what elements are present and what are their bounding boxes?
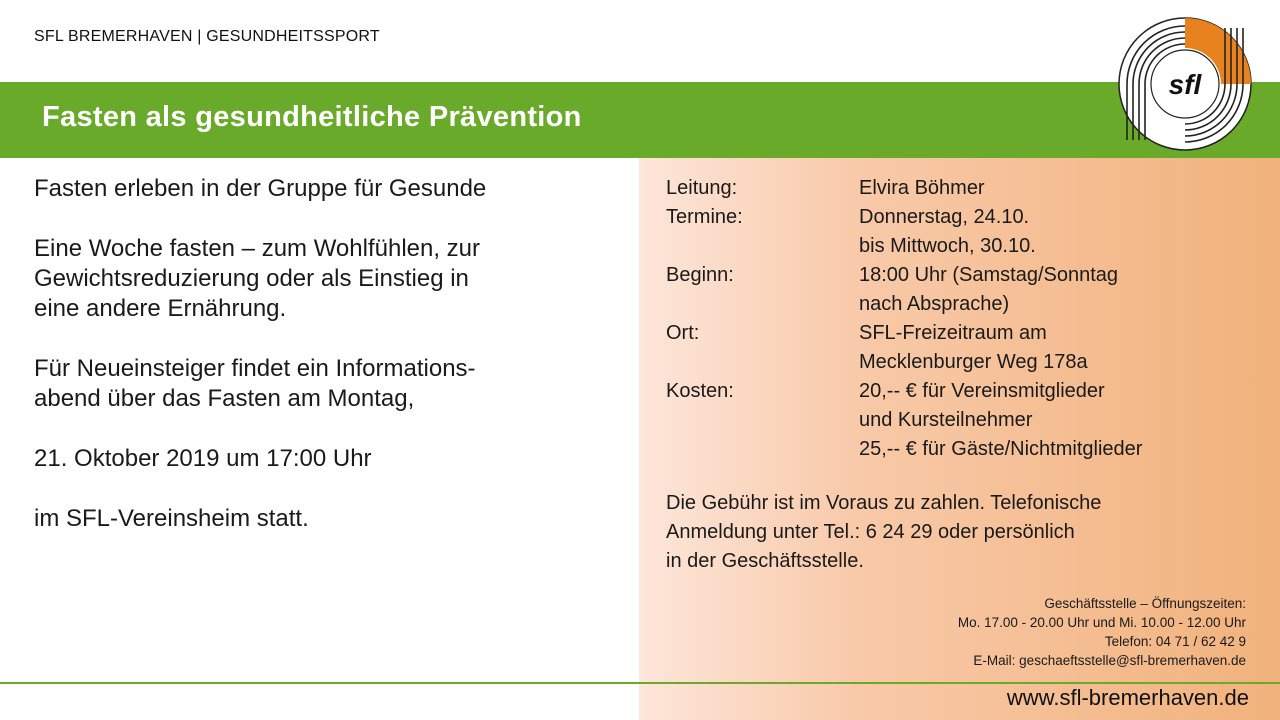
intro-paragraph: Eine Woche fasten – zum Wohlfühlen, zur Gewichtsreduzierung oder als Einstieg in eine andere Ernährung. xyxy=(34,235,481,322)
intro-paragraph: im SFL-Vereinsheim statt. xyxy=(34,505,309,532)
detail-row-termine xyxy=(666,203,1266,261)
contact-info xyxy=(958,594,1246,670)
detail-value: Donnerstag, 24.10. bis Mittwoch, 30.10. xyxy=(859,206,1036,257)
page-title: Fasten als gesundheitliche Prävention xyxy=(42,101,582,133)
detail-row-leitung xyxy=(666,174,1266,203)
org-header: SFL BREMERHAVEN | GESUNDHEITSSPORT xyxy=(34,28,380,45)
logo-text: sfl xyxy=(1168,69,1202,100)
intro-paragraph: Für Neueinsteiger findet ein Informations- abend über das Fasten am Montag, xyxy=(34,355,476,412)
detail-value: Elvira Böhmer xyxy=(859,177,985,199)
detail-value: 20,-- € für Vereinsmitglieder und Kursteilnehmer 25,-- € für Gäste/Nichtmitglieder xyxy=(859,380,1143,460)
website-link[interactable]: www.sfl-bremerhaven.de xyxy=(1006,685,1249,710)
detail-row-beginn xyxy=(666,261,1266,319)
detail-label: Termine: xyxy=(666,206,743,228)
details-panel xyxy=(639,158,1280,720)
footer-divider xyxy=(0,682,1280,684)
detail-label: Kosten: xyxy=(666,380,734,402)
intro-text xyxy=(34,174,614,564)
detail-value: SFL-Freizeitraum am Mecklenburger Weg 178a xyxy=(859,322,1088,373)
detail-label: Beginn: xyxy=(666,264,734,286)
detail-label: Ort: xyxy=(666,322,700,344)
intro-paragraph: Fasten erleben in der Gruppe für Gesunde xyxy=(34,175,487,202)
detail-row-kosten xyxy=(666,377,1266,464)
intro-date: 21. Oktober 2019 um 17:00 Uhr xyxy=(34,445,372,472)
sfl-logo xyxy=(1117,16,1253,152)
payment-notice: Die Gebühr ist im Voraus zu zahlen. Telefonische Anmeldung unter Tel.: 6 24 29 oder persönlich in der Geschäftsstelle. xyxy=(666,492,1102,572)
detail-label: Leitung: xyxy=(666,177,738,199)
contact-phone: Telefon: 04 71 / 62 42 9 xyxy=(1104,634,1246,649)
contact-line: Mo. 17.00 - 20.00 Uhr und Mi. 10.00 - 12.00 Uhr xyxy=(957,615,1246,630)
detail-value: 18:00 Uhr (Samstag/Sonntag nach Absprache) xyxy=(859,264,1119,315)
contact-email: E-Mail: geschaeftsstelle@sfl-bremerhaven.de xyxy=(973,653,1246,668)
detail-row-ort xyxy=(666,319,1266,377)
contact-line: Geschäftsstelle – Öffnungszeiten: xyxy=(1044,596,1246,611)
title-band xyxy=(0,82,1280,158)
details-list xyxy=(666,174,1266,464)
